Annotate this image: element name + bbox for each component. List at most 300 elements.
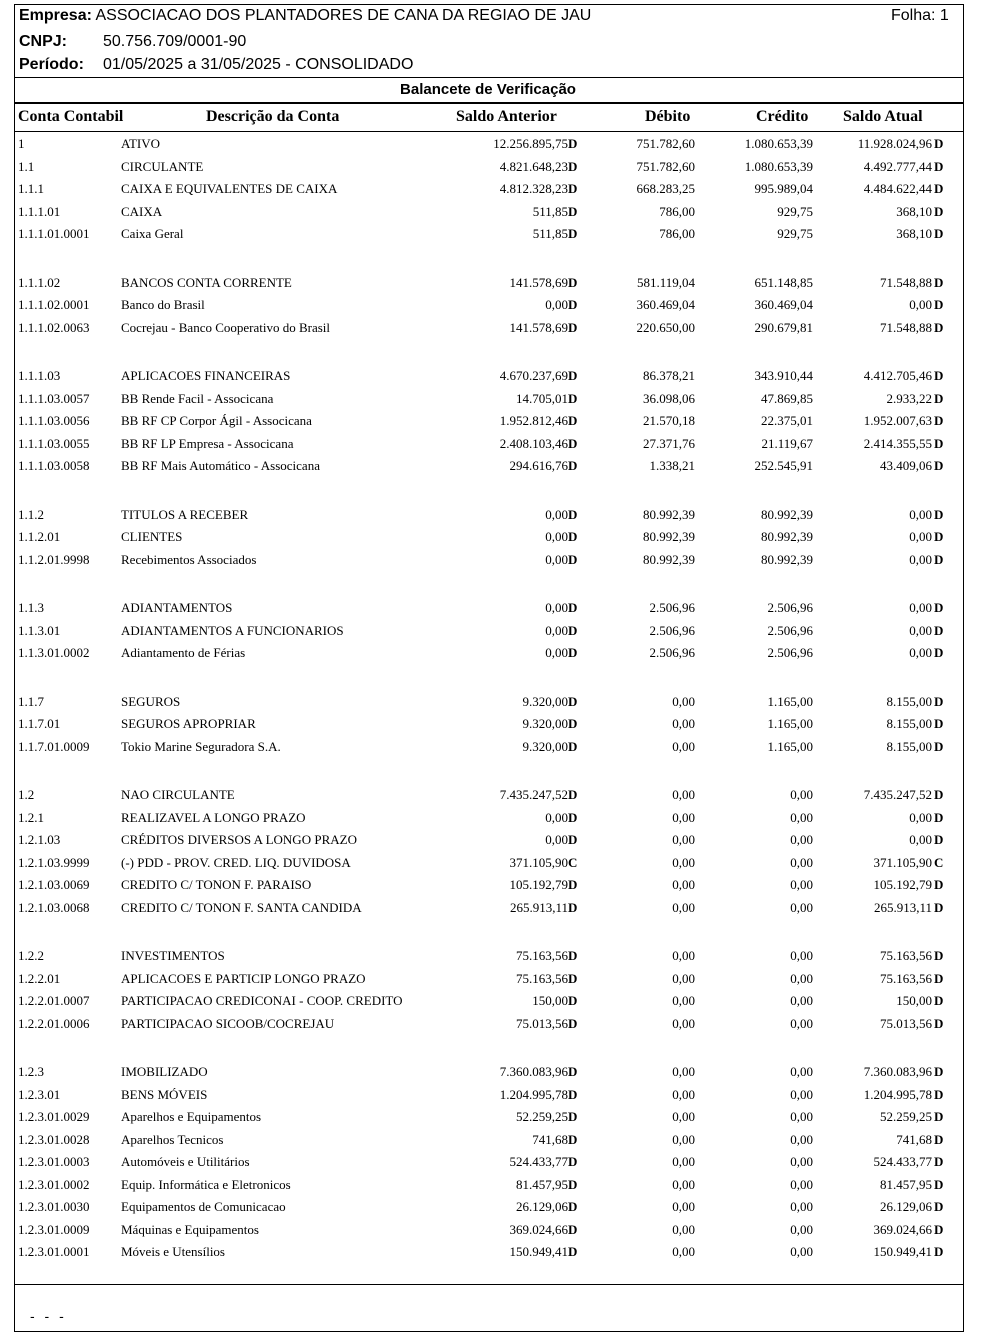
cell-credito: 0,00 bbox=[790, 948, 813, 963]
saldo-anterior-dc-flag: D bbox=[568, 136, 578, 151]
saldo-atual-dc-flag: D bbox=[934, 319, 944, 335]
cell-saldo-anterior: 371.105,90 bbox=[509, 854, 568, 870]
cell-descricao: BANCOS CONTA CORRENTE bbox=[121, 274, 292, 290]
cell-descricao: BB RF CP Corpor Ágil - Associcana bbox=[121, 413, 312, 428]
col-saldo-atual: Saldo Atual bbox=[843, 108, 923, 125]
cell-saldo-atual: 4.484.622,44 bbox=[863, 181, 932, 196]
saldo-atual-dc-flag: D bbox=[934, 809, 944, 825]
empresa-name: ASSOCIACAO DOS PLANTADORES DE CANA DA REGIAO DE JAU bbox=[95, 7, 592, 24]
saldo-anterior-dc-flag: D bbox=[568, 297, 578, 312]
cell-conta: 1.2.3.01.0002 bbox=[18, 1176, 90, 1192]
col-credito: Crédito bbox=[756, 108, 809, 125]
cell-conta: 1.2.3.01.0030 bbox=[18, 1199, 90, 1214]
cell-debito: 2.506,96 bbox=[649, 645, 695, 660]
cell-debito: 0,00 bbox=[672, 1109, 695, 1124]
saldo-anterior-dc-flag: D bbox=[568, 832, 578, 847]
cell-saldo-anterior: 0,00 bbox=[545, 600, 568, 615]
saldo-anterior-dc-flag: D bbox=[568, 809, 578, 825]
cell-descricao: BB RF LP Empresa - Associcana bbox=[121, 435, 294, 451]
cell-descricao: ADIANTAMENTOS bbox=[121, 600, 233, 615]
cell-debito: 86.378,21 bbox=[643, 368, 695, 383]
cell-descricao: BB Rende Facil - Associcana bbox=[121, 390, 274, 406]
saldo-anterior-dc-flag: D bbox=[568, 738, 578, 754]
cell-credito: 0,00 bbox=[790, 854, 813, 870]
cell-saldo-anterior: 0,00 bbox=[545, 809, 568, 825]
cell-descricao: SEGUROS APROPRIAR bbox=[121, 716, 256, 731]
saldo-anterior-dc-flag: D bbox=[568, 1131, 578, 1147]
cell-conta: 1.2.2.01 bbox=[18, 970, 61, 986]
cell-debito: 0,00 bbox=[672, 809, 695, 825]
cell-conta: 1.1 bbox=[18, 158, 35, 174]
cell-saldo-atual: 0,00 bbox=[909, 622, 932, 638]
cell-saldo-atual: 75.163,56 bbox=[880, 970, 932, 986]
cell-saldo-atual: 265.913,11 bbox=[873, 899, 932, 915]
saldo-anterior-dc-flag: D bbox=[568, 600, 578, 615]
saldo-atual-dc-flag: D bbox=[934, 600, 944, 615]
col-conta: Conta Contabil bbox=[18, 108, 124, 125]
cell-descricao: Aparelhos e Equipamentos bbox=[121, 1109, 262, 1124]
cell-debito: 668.283,25 bbox=[636, 181, 695, 196]
cell-credito: 0,00 bbox=[790, 1154, 813, 1169]
cell-descricao: Equipamentos de Comunicacao bbox=[121, 1199, 286, 1214]
cell-conta: 1.2.3.01.0029 bbox=[18, 1109, 90, 1124]
cell-saldo-atual: 71.548,88 bbox=[880, 319, 932, 335]
saldo-atual-dc-flag: D bbox=[934, 368, 944, 383]
cell-credito: 0,00 bbox=[790, 1131, 813, 1147]
cell-saldo-anterior: 4.821.648,23 bbox=[499, 158, 568, 174]
cell-credito: 1.165,00 bbox=[767, 738, 813, 754]
cell-saldo-anterior: 511,85 bbox=[532, 203, 568, 219]
cell-saldo-anterior: 0,00 bbox=[545, 645, 568, 660]
cell-descricao: (-) PDD - PROV. CRED. LIQ. DUVIDOSA bbox=[121, 854, 351, 870]
cell-credito: 252.545,91 bbox=[754, 458, 813, 473]
cell-credito: 47.869,85 bbox=[761, 390, 813, 406]
cell-saldo-atual: 371.105,90 bbox=[873, 854, 932, 870]
cell-debito: 0,00 bbox=[672, 1221, 695, 1237]
saldo-atual-dc-flag: D bbox=[934, 274, 944, 290]
cell-conta: 1.1.1.03.0057 bbox=[18, 390, 90, 406]
cell-descricao: INVESTIMENTOS bbox=[121, 948, 225, 963]
cell-saldo-atual: 0,00 bbox=[909, 809, 932, 825]
cell-conta: 1.2.1.03.9999 bbox=[18, 854, 90, 870]
saldo-atual-dc-flag: D bbox=[934, 1015, 944, 1031]
saldo-anterior-dc-flag: D bbox=[568, 413, 578, 428]
cell-conta: 1.2.1.03 bbox=[18, 832, 61, 847]
cell-conta: 1.2.3 bbox=[18, 1064, 44, 1079]
cell-saldo-anterior: 12.256.895,75 bbox=[493, 136, 568, 151]
saldo-atual-dc-flag: D bbox=[934, 1176, 944, 1192]
cell-saldo-atual: 75.013,56 bbox=[880, 1015, 932, 1031]
saldo-anterior-dc-flag: D bbox=[568, 877, 578, 892]
cell-saldo-anterior: 150.949,41 bbox=[509, 1244, 568, 1259]
cell-credito: 0,00 bbox=[790, 1086, 813, 1102]
cell-saldo-atual: 75.163,56 bbox=[880, 948, 932, 963]
saldo-anterior-dc-flag: D bbox=[568, 1221, 578, 1237]
cell-descricao: ATIVO bbox=[121, 136, 160, 151]
cell-debito: 0,00 bbox=[672, 716, 695, 731]
report-title: Balancete de Verificação bbox=[400, 81, 576, 98]
cell-credito: 1.080.653,39 bbox=[744, 158, 813, 174]
cell-conta: 1.1.1.01 bbox=[18, 203, 61, 219]
saldo-anterior-dc-flag: D bbox=[568, 693, 578, 709]
saldo-atual-dc-flag: D bbox=[934, 877, 944, 892]
saldo-atual-dc-flag: D bbox=[934, 226, 944, 241]
saldo-atual-dc-flag: D bbox=[934, 832, 944, 847]
cell-descricao: PARTICIPACAO CREDICONAI - COOP. CREDITO bbox=[121, 993, 403, 1008]
cell-saldo-atual: 0,00 bbox=[909, 297, 932, 312]
saldo-anterior-dc-flag: D bbox=[568, 899, 578, 915]
cell-descricao: Banco do Brasil bbox=[121, 297, 205, 312]
saldo-atual-dc-flag: D bbox=[934, 716, 944, 731]
cell-descricao: CLIENTES bbox=[121, 529, 183, 544]
cell-conta: 1.2.2.01.0007 bbox=[18, 993, 90, 1008]
saldo-atual-dc-flag: D bbox=[934, 970, 944, 986]
cell-conta: 1 bbox=[18, 136, 25, 151]
cell-conta: 1.2.3.01 bbox=[18, 1086, 61, 1102]
cell-saldo-atual: 2.414.355,55 bbox=[863, 435, 932, 451]
cell-descricao: TITULOS A RECEBER bbox=[121, 506, 249, 522]
cell-saldo-anterior: 294.616,76 bbox=[509, 458, 568, 473]
saldo-atual-dc-flag: D bbox=[934, 181, 944, 196]
cell-debito: 0,00 bbox=[672, 877, 695, 892]
cell-credito: 0,00 bbox=[790, 899, 813, 915]
cell-saldo-anterior: 741,68 bbox=[532, 1131, 568, 1147]
cell-saldo-atual: 4.412.705,46 bbox=[863, 368, 932, 383]
cell-credito: 1.165,00 bbox=[767, 716, 813, 731]
cell-conta: 1.1.7 bbox=[18, 693, 44, 709]
saldo-anterior-dc-flag: D bbox=[568, 1176, 578, 1192]
cell-debito: 751.782,60 bbox=[636, 158, 695, 174]
cell-saldo-anterior: 9.320,00 bbox=[522, 716, 568, 731]
cell-saldo-anterior: 0,00 bbox=[545, 297, 568, 312]
cell-credito: 0,00 bbox=[790, 1221, 813, 1237]
cell-debito: 360.469,04 bbox=[636, 297, 695, 312]
cell-saldo-atual: 0,00 bbox=[909, 600, 932, 615]
cell-saldo-anterior: 4.812.328,23 bbox=[499, 181, 568, 196]
cell-saldo-atual: 150.949,41 bbox=[873, 1244, 932, 1259]
cell-debito: 0,00 bbox=[672, 993, 695, 1008]
footer-marker: - - - bbox=[30, 1308, 67, 1324]
cell-credito: 80.992,39 bbox=[761, 506, 813, 522]
cell-debito: 786,00 bbox=[659, 203, 695, 219]
col-descricao: Descrição da Conta bbox=[206, 108, 340, 125]
cell-conta: 1.2.3.01.0028 bbox=[18, 1131, 90, 1147]
cell-descricao: Adiantamento de Férias bbox=[121, 645, 246, 660]
cell-descricao: CRÉDITOS DIVERSOS A LONGO PRAZO bbox=[121, 832, 357, 847]
cell-credito: 651.148,85 bbox=[754, 274, 813, 290]
cell-descricao: REALIZAVEL A LONGO PRAZO bbox=[121, 809, 306, 825]
saldo-atual-dc-flag: D bbox=[934, 551, 944, 567]
cell-conta: 1.1.1.03.0058 bbox=[18, 458, 90, 473]
saldo-anterior-dc-flag: D bbox=[568, 1154, 578, 1169]
cell-debito: 0,00 bbox=[672, 1176, 695, 1192]
cell-saldo-atual: 0,00 bbox=[909, 529, 932, 544]
cell-saldo-atual: 7.435.247,52 bbox=[863, 787, 932, 802]
saldo-atual-dc-flag: D bbox=[934, 506, 944, 522]
cell-descricao: ADIANTAMENTOS A FUNCIONARIOS bbox=[121, 622, 344, 638]
cell-saldo-atual: 105.192,79 bbox=[873, 877, 932, 892]
cell-credito: 1.165,00 bbox=[767, 693, 813, 709]
saldo-anterior-dc-flag: D bbox=[568, 716, 578, 731]
saldo-anterior-dc-flag: D bbox=[568, 181, 578, 196]
cell-debito: 0,00 bbox=[672, 1199, 695, 1214]
cell-saldo-atual: 369.024,66 bbox=[873, 1221, 932, 1237]
cell-conta: 1.1.1.03.0055 bbox=[18, 435, 90, 451]
cell-descricao: SEGUROS bbox=[121, 693, 181, 709]
cell-saldo-atual: 524.433,77 bbox=[873, 1154, 932, 1169]
cell-debito: 2.506,96 bbox=[649, 622, 695, 638]
cell-saldo-anterior: 9.320,00 bbox=[522, 738, 568, 754]
cell-conta: 1.2.3.01.0003 bbox=[18, 1154, 90, 1169]
cell-debito: 0,00 bbox=[672, 948, 695, 963]
cell-saldo-anterior: 14.705,01 bbox=[516, 390, 568, 406]
saldo-atual-dc-flag: D bbox=[934, 458, 944, 473]
table-bottom-rule bbox=[14, 1284, 964, 1285]
saldo-anterior-dc-flag: D bbox=[568, 948, 578, 963]
cell-credito: 22.375,01 bbox=[761, 413, 813, 428]
cell-saldo-anterior: 0,00 bbox=[545, 506, 568, 522]
cell-credito: 21.119,67 bbox=[761, 435, 813, 451]
cell-saldo-atual: 43.409,06 bbox=[880, 458, 932, 473]
cell-conta: 1.2.1.03.0068 bbox=[18, 899, 90, 915]
cell-saldo-atual: 8.155,00 bbox=[886, 716, 932, 731]
saldo-atual-dc-flag: D bbox=[934, 622, 944, 638]
saldo-anterior-dc-flag: D bbox=[568, 458, 578, 473]
cell-saldo-anterior: 2.408.103,46 bbox=[499, 435, 568, 451]
cell-credito: 290.679,81 bbox=[754, 319, 813, 335]
cell-debito: 80.992,39 bbox=[643, 529, 695, 544]
saldo-atual-dc-flag: D bbox=[934, 529, 944, 544]
cell-saldo-anterior: 1.204.995,78 bbox=[499, 1086, 568, 1102]
cell-debito: 21.570,18 bbox=[643, 413, 695, 428]
cell-credito: 929,75 bbox=[777, 203, 813, 219]
cell-saldo-atual: 2.933,22 bbox=[886, 390, 932, 406]
cell-descricao: BENS MÓVEIS bbox=[121, 1086, 208, 1102]
cell-debito: 0,00 bbox=[672, 970, 695, 986]
saldo-anterior-dc-flag: D bbox=[568, 1015, 578, 1031]
saldo-atual-dc-flag: D bbox=[934, 645, 944, 660]
saldo-anterior-dc-flag: D bbox=[568, 203, 578, 219]
periodo-value: 01/05/2025 a 31/05/2025 - CONSOLIDADO bbox=[103, 56, 414, 73]
cell-conta: 1.1.3 bbox=[18, 600, 44, 615]
cell-saldo-anterior: 0,00 bbox=[545, 551, 568, 567]
folha-number: 1 bbox=[939, 7, 949, 24]
saldo-atual-dc-flag: D bbox=[934, 993, 944, 1008]
periodo-label: Período: bbox=[19, 56, 84, 73]
cell-credito: 0,00 bbox=[790, 1244, 813, 1259]
cell-debito: 0,00 bbox=[672, 693, 695, 709]
cell-descricao: Aparelhos Tecnicos bbox=[121, 1131, 224, 1147]
saldo-anterior-dc-flag: C bbox=[568, 854, 578, 870]
cell-saldo-atual: 150,00 bbox=[896, 993, 932, 1008]
cell-debito: 0,00 bbox=[672, 738, 695, 754]
cell-credito: 0,00 bbox=[790, 970, 813, 986]
cell-credito: 360.469,04 bbox=[754, 297, 813, 312]
saldo-atual-dc-flag: D bbox=[934, 1131, 944, 1147]
saldo-anterior-dc-flag: D bbox=[568, 787, 578, 802]
cell-saldo-anterior: 105.192,79 bbox=[509, 877, 568, 892]
cell-saldo-anterior: 511,85 bbox=[532, 226, 568, 241]
cell-conta: 1.1.1.01.0001 bbox=[18, 226, 90, 241]
cell-saldo-anterior: 7.360.083,96 bbox=[499, 1064, 568, 1079]
cell-saldo-anterior: 141.578,69 bbox=[509, 319, 568, 335]
cell-conta: 1.2.1 bbox=[18, 809, 44, 825]
saldo-atual-dc-flag: D bbox=[934, 1221, 944, 1237]
saldo-anterior-dc-flag: D bbox=[568, 1109, 578, 1124]
cell-credito: 0,00 bbox=[790, 877, 813, 892]
saldo-atual-dc-flag: D bbox=[934, 435, 944, 451]
cell-credito: 343.910,44 bbox=[754, 368, 813, 383]
saldo-anterior-dc-flag: D bbox=[568, 622, 578, 638]
cell-credito: 2.506,96 bbox=[767, 600, 813, 615]
cell-saldo-anterior: 7.435.247,52 bbox=[499, 787, 568, 802]
cell-debito: 0,00 bbox=[672, 1244, 695, 1259]
cell-saldo-anterior: 4.670.237,69 bbox=[499, 368, 568, 383]
cell-debito: 1.338,21 bbox=[649, 458, 695, 473]
cell-conta: 1.1.2.01 bbox=[18, 529, 61, 544]
cell-saldo-anterior: 265.913,11 bbox=[509, 899, 568, 915]
saldo-atual-dc-flag: D bbox=[934, 948, 944, 963]
cnpj-label: CNPJ: bbox=[19, 33, 68, 50]
cell-saldo-atual: 1.952.007,63 bbox=[863, 413, 932, 428]
cell-conta: 1.1.1.03 bbox=[18, 368, 61, 383]
col-debito: Débito bbox=[645, 108, 691, 125]
cell-debito: 0,00 bbox=[672, 832, 695, 847]
cell-saldo-atual: 0,00 bbox=[909, 506, 932, 522]
saldo-atual-dc-flag: D bbox=[934, 297, 944, 312]
cell-descricao: Caixa Geral bbox=[121, 226, 184, 241]
cell-saldo-atual: 741,68 bbox=[896, 1131, 932, 1147]
saldo-atual-dc-flag: D bbox=[934, 1109, 944, 1124]
saldo-atual-dc-flag: D bbox=[934, 158, 944, 174]
cell-conta: 1.2.2.01.0006 bbox=[18, 1015, 90, 1031]
saldo-anterior-dc-flag: D bbox=[568, 435, 578, 451]
cell-saldo-atual: 4.492.777,44 bbox=[863, 158, 932, 174]
cell-saldo-atual: 368,10 bbox=[896, 226, 932, 241]
cell-debito: 0,00 bbox=[672, 854, 695, 870]
cell-saldo-atual: 368,10 bbox=[896, 203, 932, 219]
cell-saldo-atual: 7.360.083,96 bbox=[863, 1064, 932, 1079]
cell-saldo-anterior: 75.163,56 bbox=[516, 948, 568, 963]
saldo-anterior-dc-flag: D bbox=[568, 529, 578, 544]
saldo-anterior-dc-flag: D bbox=[568, 274, 578, 290]
cell-debito: 80.992,39 bbox=[643, 506, 695, 522]
cell-debito: 0,00 bbox=[672, 1015, 695, 1031]
saldo-anterior-dc-flag: D bbox=[568, 1086, 578, 1102]
cnpj-value: 50.756.709/0001-90 bbox=[103, 33, 247, 50]
cell-saldo-atual: 52.259,25 bbox=[880, 1109, 932, 1124]
saldo-atual-dc-flag: D bbox=[934, 1199, 944, 1214]
cell-descricao: Tokio Marine Seguradora S.A. bbox=[121, 738, 281, 754]
cell-debito: 27.371,76 bbox=[643, 435, 695, 451]
cell-descricao: Móveis e Utensílios bbox=[121, 1244, 225, 1259]
cell-debito: 0,00 bbox=[672, 787, 695, 802]
saldo-anterior-dc-flag: D bbox=[568, 1199, 578, 1214]
cell-debito: 0,00 bbox=[672, 1064, 695, 1079]
cell-conta: 1.1.2 bbox=[18, 506, 44, 522]
cell-conta: 1.1.7.01.0009 bbox=[18, 738, 90, 754]
cell-saldo-atual: 1.204.995,78 bbox=[863, 1086, 932, 1102]
cell-saldo-anterior: 1.952.812,46 bbox=[499, 413, 568, 428]
cell-debito: 220.650,00 bbox=[636, 319, 695, 335]
cell-descricao: Máquinas e Equipamentos bbox=[121, 1221, 259, 1237]
saldo-anterior-dc-flag: D bbox=[568, 368, 578, 383]
cell-conta: 1.2 bbox=[18, 787, 35, 802]
saldo-atual-dc-flag: D bbox=[934, 390, 944, 406]
cell-conta: 1.1.1.02 bbox=[18, 274, 61, 290]
cell-conta: 1.2.1.03.0069 bbox=[18, 877, 90, 892]
cell-saldo-anterior: 9.320,00 bbox=[522, 693, 568, 709]
cell-descricao: Equip. Informática e Eletronicos bbox=[121, 1176, 291, 1192]
cell-descricao: APLICACOES FINANCEIRAS bbox=[121, 368, 291, 383]
cell-credito: 0,00 bbox=[790, 1199, 813, 1214]
cell-descricao: CAIXA E EQUIVALENTES DE CAIXA bbox=[121, 181, 338, 196]
cell-conta: 1.1.3.01 bbox=[18, 622, 61, 638]
saldo-atual-dc-flag: D bbox=[934, 899, 944, 915]
cell-descricao: IMOBILIZADO bbox=[121, 1064, 208, 1079]
cell-debito: 2.506,96 bbox=[649, 600, 695, 615]
cell-saldo-atual: 0,00 bbox=[909, 645, 932, 660]
cell-debito: 0,00 bbox=[672, 1154, 695, 1169]
saldo-atual-dc-flag: D bbox=[934, 787, 944, 802]
cell-conta: 1.1.1.03.0056 bbox=[18, 413, 90, 428]
cell-saldo-anterior: 0,00 bbox=[545, 622, 568, 638]
cell-conta: 1.2.3.01.0009 bbox=[18, 1221, 90, 1237]
cell-saldo-anterior: 0,00 bbox=[545, 529, 568, 544]
cell-credito: 80.992,39 bbox=[761, 551, 813, 567]
cell-credito: 0,00 bbox=[790, 1064, 813, 1079]
cell-saldo-anterior: 141.578,69 bbox=[509, 274, 568, 290]
saldo-atual-dc-flag: D bbox=[934, 1086, 944, 1102]
cell-conta: 1.2.3.01.0001 bbox=[18, 1244, 90, 1259]
folha-label: Folha: bbox=[891, 7, 936, 24]
saldo-anterior-dc-flag: D bbox=[568, 506, 578, 522]
cell-saldo-anterior: 75.163,56 bbox=[516, 970, 568, 986]
empresa-label: Empresa: bbox=[19, 7, 92, 24]
cell-saldo-atual: 0,00 bbox=[909, 832, 932, 847]
cell-saldo-atual: 11.928.024,96 bbox=[857, 136, 932, 151]
cell-conta: 1.1.3.01.0002 bbox=[18, 645, 90, 660]
cell-credito: 0,00 bbox=[790, 787, 813, 802]
cell-saldo-atual: 81.457,95 bbox=[880, 1176, 932, 1192]
cell-credito: 2.506,96 bbox=[767, 622, 813, 638]
cell-debito: 0,00 bbox=[672, 1131, 695, 1147]
cell-debito: 786,00 bbox=[659, 226, 695, 241]
saldo-atual-dc-flag: D bbox=[934, 1064, 944, 1079]
col-saldo-anterior: Saldo Anterior bbox=[456, 108, 557, 125]
cell-descricao: CREDITO C/ TONON F. SANTA CANDIDA bbox=[121, 899, 362, 915]
cell-saldo-anterior: 26.129,06 bbox=[516, 1199, 568, 1214]
cell-descricao: CAIXA bbox=[121, 203, 163, 219]
cell-credito: 995.989,04 bbox=[754, 181, 813, 196]
cell-descricao: Automóveis e Utilitários bbox=[121, 1154, 250, 1169]
cell-saldo-anterior: 369.024,66 bbox=[509, 1221, 568, 1237]
cell-debito: 0,00 bbox=[672, 899, 695, 915]
cell-descricao: APLICACOES E PARTICIP LONGO PRAZO bbox=[121, 970, 366, 986]
cell-credito: 0,00 bbox=[790, 832, 813, 847]
saldo-atual-dc-flag: D bbox=[934, 738, 944, 754]
saldo-atual-dc-flag: D bbox=[934, 413, 944, 428]
saldo-anterior-dc-flag: D bbox=[568, 1244, 578, 1259]
cell-conta: 1.1.7.01 bbox=[18, 716, 61, 731]
saldo-anterior-dc-flag: D bbox=[568, 993, 578, 1008]
cell-debito: 80.992,39 bbox=[643, 551, 695, 567]
cell-conta: 1.1.2.01.9998 bbox=[18, 551, 90, 567]
saldo-anterior-dc-flag: D bbox=[568, 551, 578, 567]
cell-credito: 0,00 bbox=[790, 1015, 813, 1031]
saldo-anterior-dc-flag: D bbox=[568, 390, 578, 406]
cell-descricao: PARTICIPACAO SICOOB/COCREJAU bbox=[121, 1015, 335, 1031]
